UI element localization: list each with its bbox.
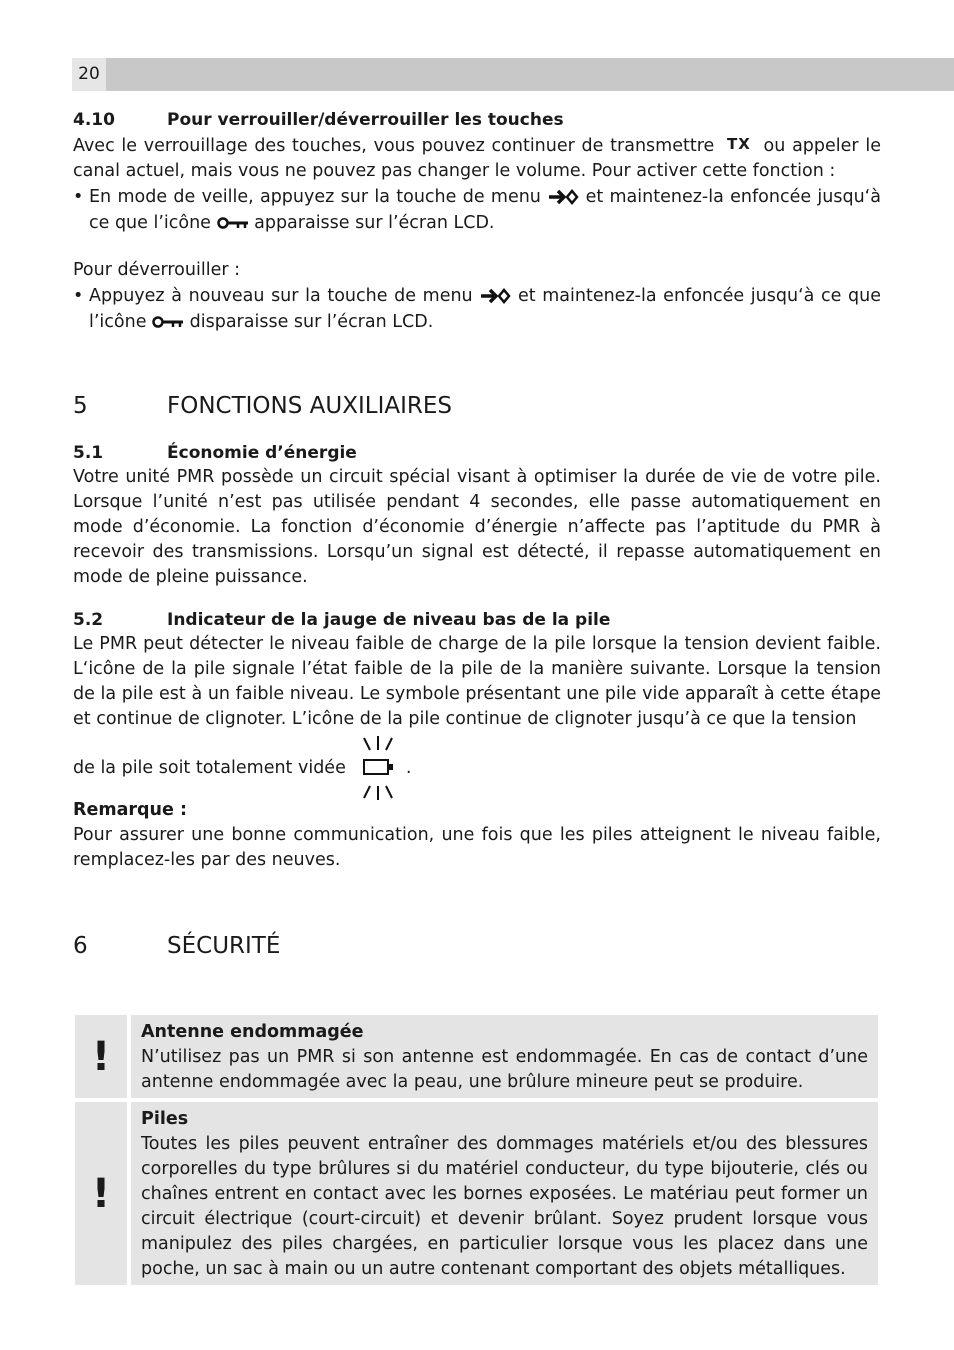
safety-row-body (131, 1015, 878, 1098)
section-number: 4.10 (73, 110, 115, 130)
bullet-text: et maintenez-la enfoncée jusqu‘à ce que l’icône (89, 286, 881, 332)
safety-text: Toutes les piles peuvent entraîner des dommages matériels et/ou des blessures corporelles du type brûlures si du matériel conducteur, du type bijouterie, clés ou chaînes entrent en contact avec les bornes exposées. Le matériau peut former un circuit électrique (court-circuit) et devenir brûlant. Soyez prudent lorsque vous manipulez des piles chargées, en particulier lorsque vous les placez dans une poche, un sac à main ou un autre contenant comportant des objets métalliques. (141, 1134, 868, 1279)
section-title: SÉCURITÉ (167, 933, 281, 959)
section-5-2-heading (73, 608, 881, 632)
safety-row (75, 1015, 878, 1098)
list-item-text (89, 184, 881, 236)
exclamation-icon: ! (75, 1015, 131, 1098)
list-item (73, 184, 881, 236)
page-number: 20 (72, 58, 106, 91)
section-4-10-paragraph (73, 132, 881, 184)
note-title: Remarque : (73, 800, 187, 820)
note-text: Pour assurer une bonne communication, une fois que les piles atteignent le niveau faible, remplacez-les par des neuves. (73, 825, 881, 870)
bullet-text: et maintenez-la enfoncée jusqu‘à ce que l’icône (89, 187, 881, 233)
section-number: 5.2 (73, 610, 104, 630)
page-content (73, 104, 881, 961)
exclamation-icon: ! (75, 1102, 131, 1285)
paragraph-text: . (405, 758, 412, 778)
section-title: Indicateur de la jauge de niveau bas de la pile (167, 610, 611, 630)
paragraph-text: ou appeler le canal actuel, mais vous ne pouvez pas changer le volume. Pour activer cette fonction : (73, 136, 881, 181)
header-band (106, 58, 954, 91)
paragraph-text: Avec le verrouillage des touches, vous pouvez continuer de transmettre (73, 136, 715, 156)
section-number: 5 (73, 393, 88, 419)
safety-title: Piles (141, 1109, 189, 1129)
unlock-label: Pour déverrouiller : (73, 260, 240, 280)
bullet-dot: • (73, 286, 84, 306)
list-item (73, 283, 881, 335)
bullet-text: disparaisse sur l’écran LCD. (189, 312, 434, 332)
safety-text: N’utilisez pas un PMR si son antenne est endommagée. En cas de contact d’une antenne endommagée avec la peau, une brûlure mineure peut se produire. (141, 1047, 868, 1092)
safety-row-body (131, 1102, 878, 1285)
key-lock-icon (217, 216, 249, 230)
section-5-1-paragraph: Votre unité PMR possède un circuit spécial visant à optimiser la durée de vie de votre pile. Lorsque l’unité n’est pas utilisée pendant 4 secondes, elle passe automatiquement en mode d’économie. La fonction d’économie d’énergie n’affecte pas l’aptitude du PMR à recevoir des transmissions. Lorsqu’un signal est détecté, il repasse automatiquement en mode de pleine puissance. (73, 467, 881, 587)
tx-icon: TX (727, 135, 751, 153)
bullet-dot: • (73, 187, 84, 207)
page-header (72, 58, 954, 91)
bullet-text: apparaisse sur l’écran LCD. (254, 213, 495, 233)
section-title: Pour verrouiller/déverrouiller les touches (167, 110, 564, 130)
blinking-empty-battery-icon (356, 736, 400, 800)
safety-row (75, 1102, 878, 1285)
section-title: Économie d’énergie (167, 443, 357, 463)
safety-title: Antenne endommagée (141, 1022, 364, 1042)
section-5-2-paragraph: Le PMR peut détecter le niveau faible de charge de la pile lorsque la tension devient faible. L‘icône de la pile signale l’état faible de la pile de la manière suivante. Lorsque la tension de la pile est à un faible niveau. Le symbole présentant une pile vide apparaît à cette étape et continue de clignoter. L’icône de la pile continue de clignoter jusqu’à ce que la tension (73, 634, 881, 729)
key-lock-icon (152, 315, 184, 329)
section-number: 5.1 (73, 443, 104, 463)
section-6-heading (73, 931, 881, 961)
section-title: FONCTIONS AUXILIAIRES (167, 393, 452, 419)
section-5-heading (73, 391, 881, 421)
battery-line (73, 736, 881, 800)
menu-arrow-icon (547, 187, 579, 207)
safety-table (75, 1015, 878, 1289)
section-5-1-heading (73, 441, 881, 465)
paragraph-text: de la pile soit totalement vidée (73, 758, 346, 778)
list-item-text (89, 283, 881, 335)
menu-arrow-icon (479, 286, 511, 306)
section-number: 6 (73, 933, 88, 959)
bullet-text: En mode de veille, appuyez sur la touche de menu (89, 187, 541, 207)
bullet-text: Appuyez à nouveau sur la touche de menu (89, 286, 473, 306)
section-4-10-heading (73, 108, 881, 132)
